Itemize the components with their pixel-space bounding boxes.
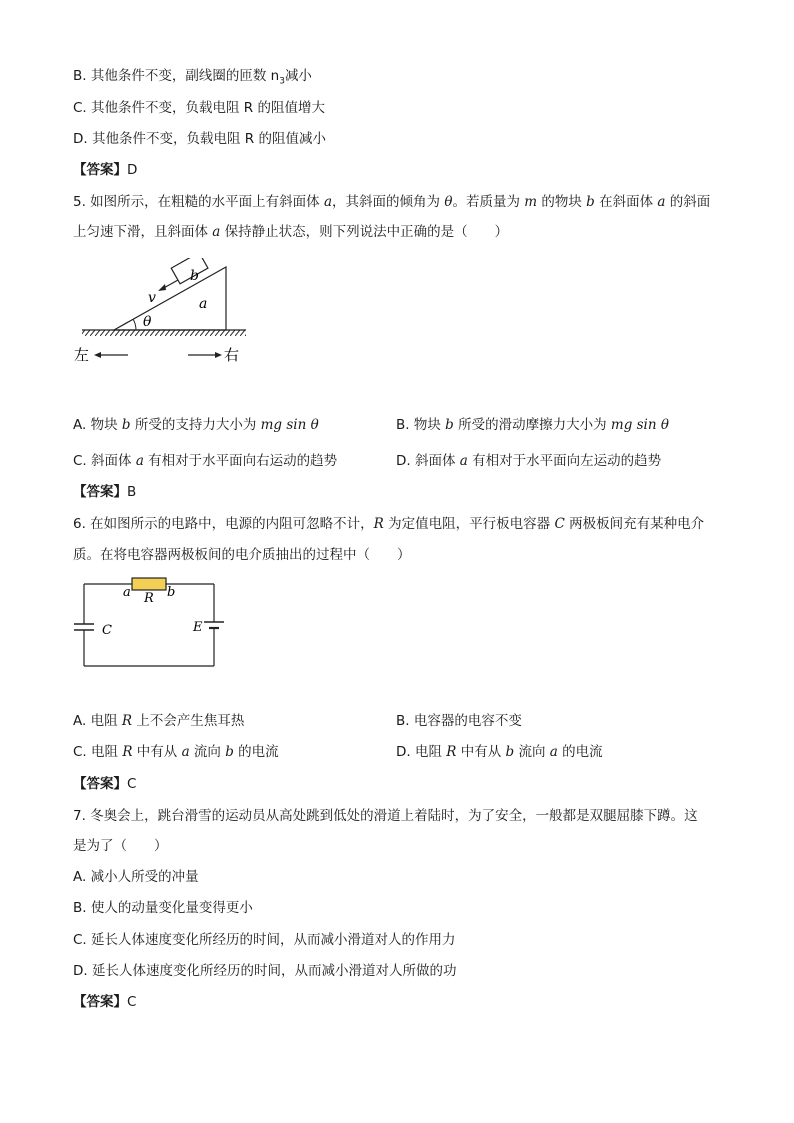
q5-option-d	[396, 451, 661, 471]
option-text: 有相对于水平面向左运动的趋势	[467, 453, 662, 469]
q5-option-b	[396, 415, 669, 435]
label-left: 左	[74, 346, 90, 364]
option-text: B. 物块	[396, 417, 446, 433]
option-text: 所受的支持力大小为	[130, 417, 261, 433]
q4-option-c: C. 其他条件不变，负载电阻 R 的阻值增大	[73, 100, 325, 116]
q5-stem-text: 。若质量为	[452, 194, 525, 210]
var-b: b	[225, 744, 234, 760]
q5-stem-text: 的物块	[537, 194, 587, 210]
option-text: 有相对于水平面向右运动的趋势	[143, 453, 338, 469]
q6-stem-text: 两极板间充有某种电介	[564, 516, 705, 532]
resistor-r	[132, 578, 166, 590]
q6-option-a	[73, 711, 244, 731]
formula: mg sin θ	[260, 417, 319, 433]
answer-label: 【答案】	[73, 776, 127, 792]
q6-stem-text: 为定值电阻，平行板电容器	[383, 516, 555, 532]
q4-answer	[73, 160, 137, 180]
answer-label: 【答案】	[73, 484, 127, 500]
var-m: m	[524, 194, 538, 210]
q7-option-d: D. 延长人体速度变化所经历的时间，从而减小滑道对人所做的功	[73, 963, 457, 979]
q5-stem-text: 上匀速下滑，且斜面体	[73, 224, 213, 240]
option-text: A. 电阻	[73, 713, 122, 729]
option-text: D. 斜面体	[396, 453, 460, 469]
answer-value: D	[127, 162, 138, 178]
var-a: a	[212, 224, 221, 240]
option-text: 的电流	[233, 744, 279, 760]
left-arrowhead	[94, 352, 101, 358]
label-v: v	[148, 290, 156, 306]
answer-value: C	[127, 776, 137, 792]
q5-answer	[73, 482, 136, 502]
option-text: 流向	[189, 744, 226, 760]
label-b: b	[167, 585, 176, 600]
var-r: R	[446, 744, 457, 760]
q5-stem-line2	[73, 222, 508, 242]
label-b: b	[190, 268, 199, 284]
var-b: b	[505, 744, 515, 760]
q4-option-b-subscript: 3	[279, 76, 285, 87]
option-text: C. 斜面体	[73, 453, 136, 469]
q5-option-a	[73, 415, 319, 435]
q5-stem-text: 在斜面体	[594, 194, 658, 210]
var-a: a	[549, 744, 558, 760]
var-b: b	[445, 417, 454, 433]
q5-stem-text: 保持静止状态，则下列说法中正确的是（ ）	[220, 224, 509, 240]
q6-circuit-figure	[70, 574, 230, 674]
q6-stem-line1	[73, 514, 704, 534]
q7-option-a: A. 减小人所受的冲量	[73, 869, 199, 885]
q5-stem-text: ，其斜面的倾角为	[332, 194, 445, 210]
angle-arc	[133, 319, 136, 330]
q6-stem-line2: 质。在将电容器两极板间的电介质抽出的过程中（ ）	[73, 547, 411, 563]
label-theta: θ	[143, 314, 152, 330]
var-c: C	[554, 516, 565, 532]
option-text: A. 物块	[73, 417, 122, 433]
option-text: 中有从	[456, 744, 506, 760]
option-text: 的电流	[557, 744, 603, 760]
q5-stem-line1	[73, 192, 710, 212]
option-text: D. 电阻	[396, 744, 447, 760]
q5-option-c	[73, 451, 337, 471]
q6-option-d	[396, 742, 603, 762]
answer-value: B	[127, 484, 137, 500]
formula: mg sin θ	[610, 417, 669, 433]
label-e: E	[193, 620, 203, 635]
q4-option-b	[73, 66, 312, 92]
label-a: a	[199, 296, 208, 312]
answer-label: 【答案】	[73, 994, 127, 1010]
option-text: 上不会产生焦耳热	[132, 713, 245, 729]
q4-option-b-suffix: 减小	[284, 68, 312, 84]
label-a: a	[123, 585, 131, 600]
label-r: R	[144, 591, 154, 606]
var-r: R	[121, 713, 133, 729]
var-b: b	[121, 417, 131, 433]
var-a: a	[135, 453, 144, 469]
option-text: 流向	[514, 744, 550, 760]
label-right: 右	[224, 346, 240, 364]
var-a: a	[459, 453, 468, 469]
answer-label: 【答案】	[73, 162, 127, 178]
q5-incline-figure	[70, 258, 260, 368]
q6-answer	[73, 774, 136, 794]
var-r: R	[373, 516, 384, 532]
option-text: 中有从	[132, 744, 182, 760]
q5-stem-text: 5. 如图所示，在粗糙的水平面上有斜面体	[73, 194, 324, 210]
q4-option-d: D. 其他条件不变，负载电阻 R 的阻值减小	[73, 131, 326, 147]
incline-wedge	[114, 267, 226, 330]
ground-hatching	[82, 330, 246, 336]
var-theta: θ	[444, 194, 453, 210]
var-a: a	[657, 194, 666, 210]
q6-stem-text: 6. 在如图所示的电路中，电源的内阻可忽略不计，	[73, 516, 374, 532]
answer-value: C	[127, 994, 137, 1010]
var-b: b	[586, 194, 595, 210]
q7-option-b: B. 使人的动量变化量变得更小	[73, 900, 253, 916]
velocity-arrowhead	[158, 284, 166, 291]
q6-option-b: B. 电容器的电容不变	[396, 713, 522, 729]
q5-stem-text: 的斜面	[665, 194, 711, 210]
label-c: C	[102, 623, 112, 638]
var-a: a	[181, 744, 190, 760]
right-arrowhead	[215, 352, 222, 358]
q7-option-c: C. 延长人体速度变化所经历的时间，从而减小滑道对人的作用力	[73, 932, 456, 948]
var-r: R	[122, 744, 133, 760]
q6-option-c	[73, 742, 279, 762]
option-text: C. 电阻	[73, 744, 123, 760]
q7-answer	[73, 992, 136, 1012]
q4-option-b-text: B. 其他条件不变，副线圈的匝数 n	[73, 68, 280, 84]
q7-stem-line2: 是为了（ ）	[73, 838, 168, 854]
q7-stem-line1: 7. 冬奥会上，跳台滑雪的运动员从高处跳到低处的滑道上着陆时，为了安全，一般都是双腿屈膝下蹲。这	[73, 808, 698, 824]
option-text: 所受的滑动摩擦力大小为	[453, 417, 611, 433]
var-a: a	[323, 194, 333, 210]
